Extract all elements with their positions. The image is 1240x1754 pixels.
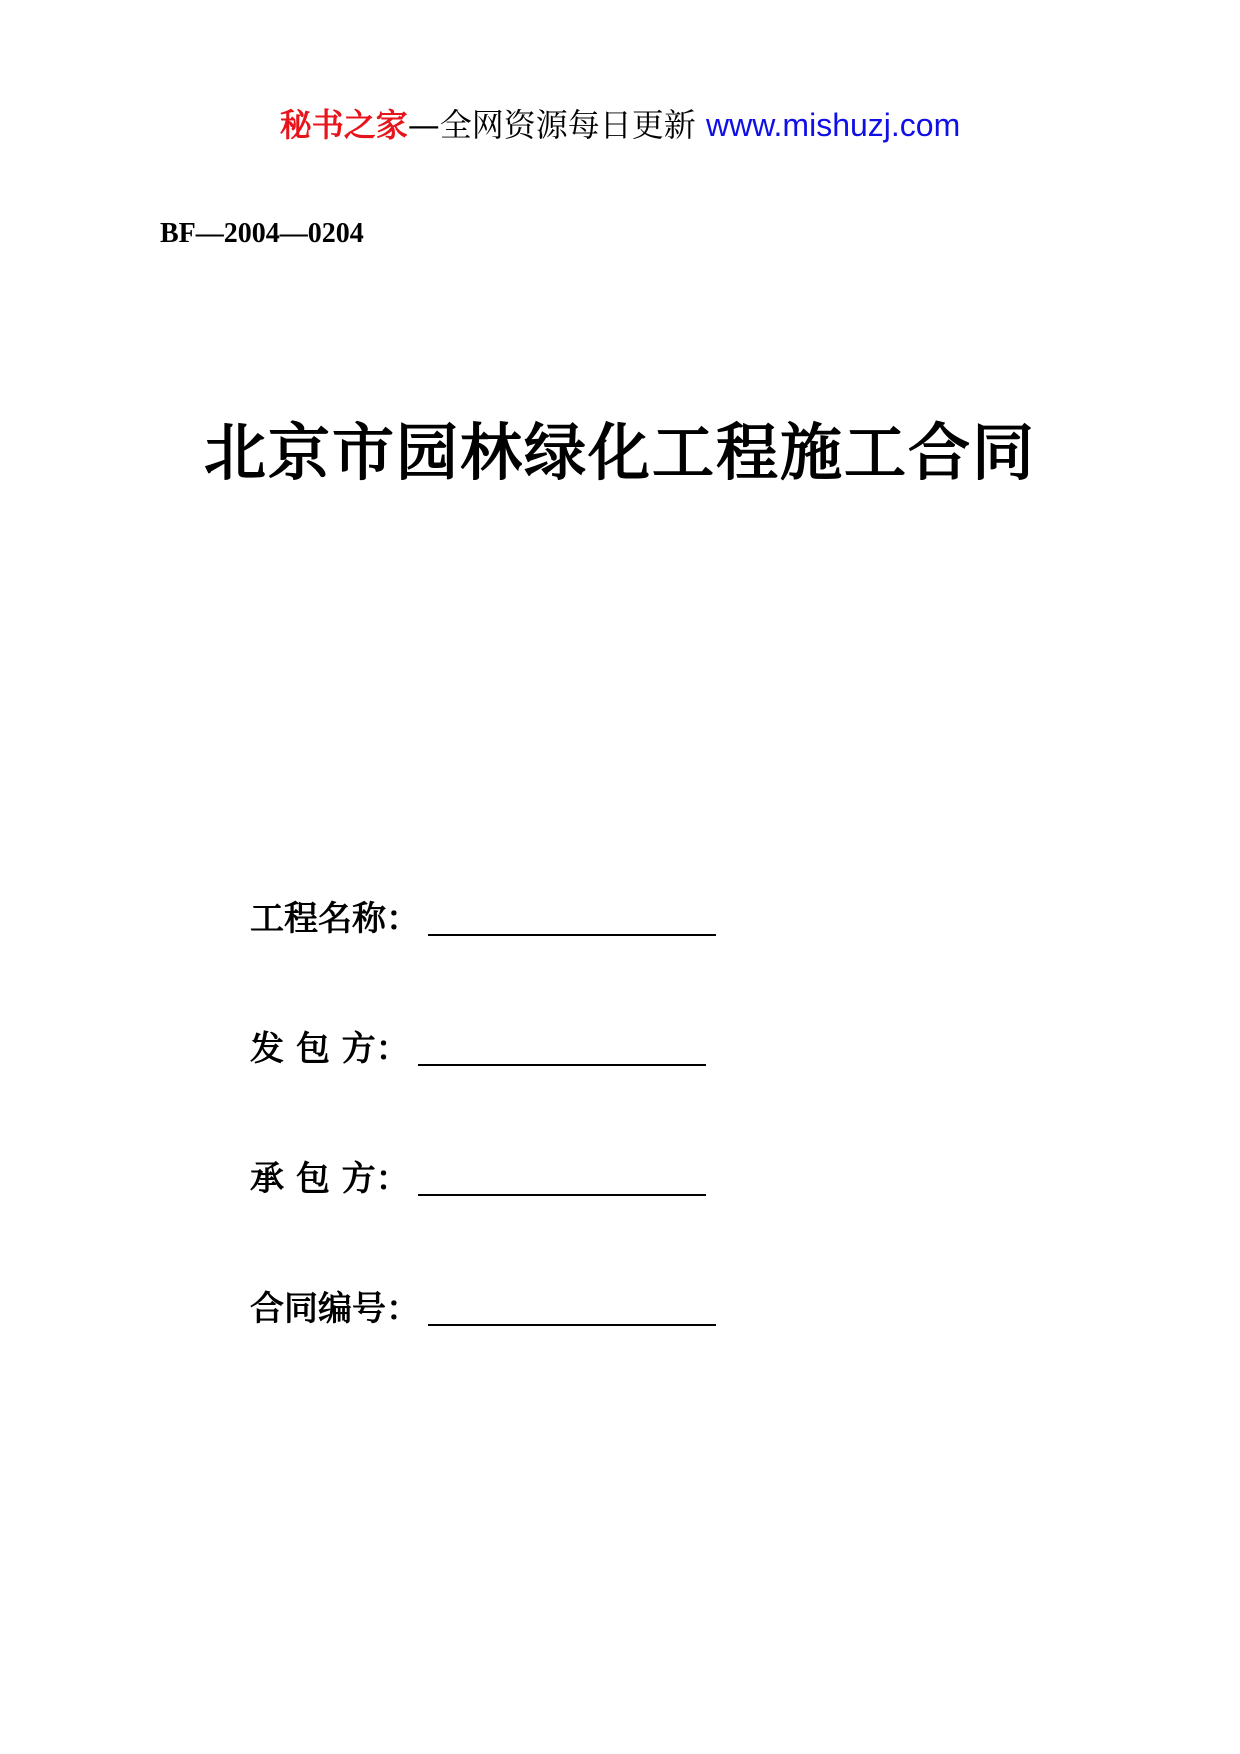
contractor-blank-line[interactable] — [418, 1192, 706, 1196]
site-banner — [0, 100, 1240, 150]
site-url-link[interactable]: www.mishuzj.com — [705, 107, 961, 143]
project-name-blank-line[interactable] — [428, 932, 716, 936]
contractor-label: 承 包 方： — [250, 1159, 410, 1199]
banner-slogan: —全网资源每日更新 — [407, 106, 696, 144]
project-name-label: 工程名称： — [250, 899, 420, 939]
contract-number-field — [250, 1282, 716, 1332]
document-code: BF—2004—0204 — [160, 218, 364, 249]
employer-label: 发 包 方： — [250, 1029, 410, 1069]
contract-number-label: 合同编号： — [250, 1289, 420, 1329]
project-name-field — [250, 892, 716, 942]
contractor-field — [250, 1152, 706, 1202]
employer-field — [250, 1022, 706, 1072]
document-title: 北京市园林绿化工程施工合同 — [203, 416, 1036, 489]
brand-name: 秘书之家 — [279, 106, 408, 144]
contract-number-blank-line[interactable] — [428, 1322, 716, 1326]
employer-blank-line[interactable] — [418, 1062, 706, 1066]
